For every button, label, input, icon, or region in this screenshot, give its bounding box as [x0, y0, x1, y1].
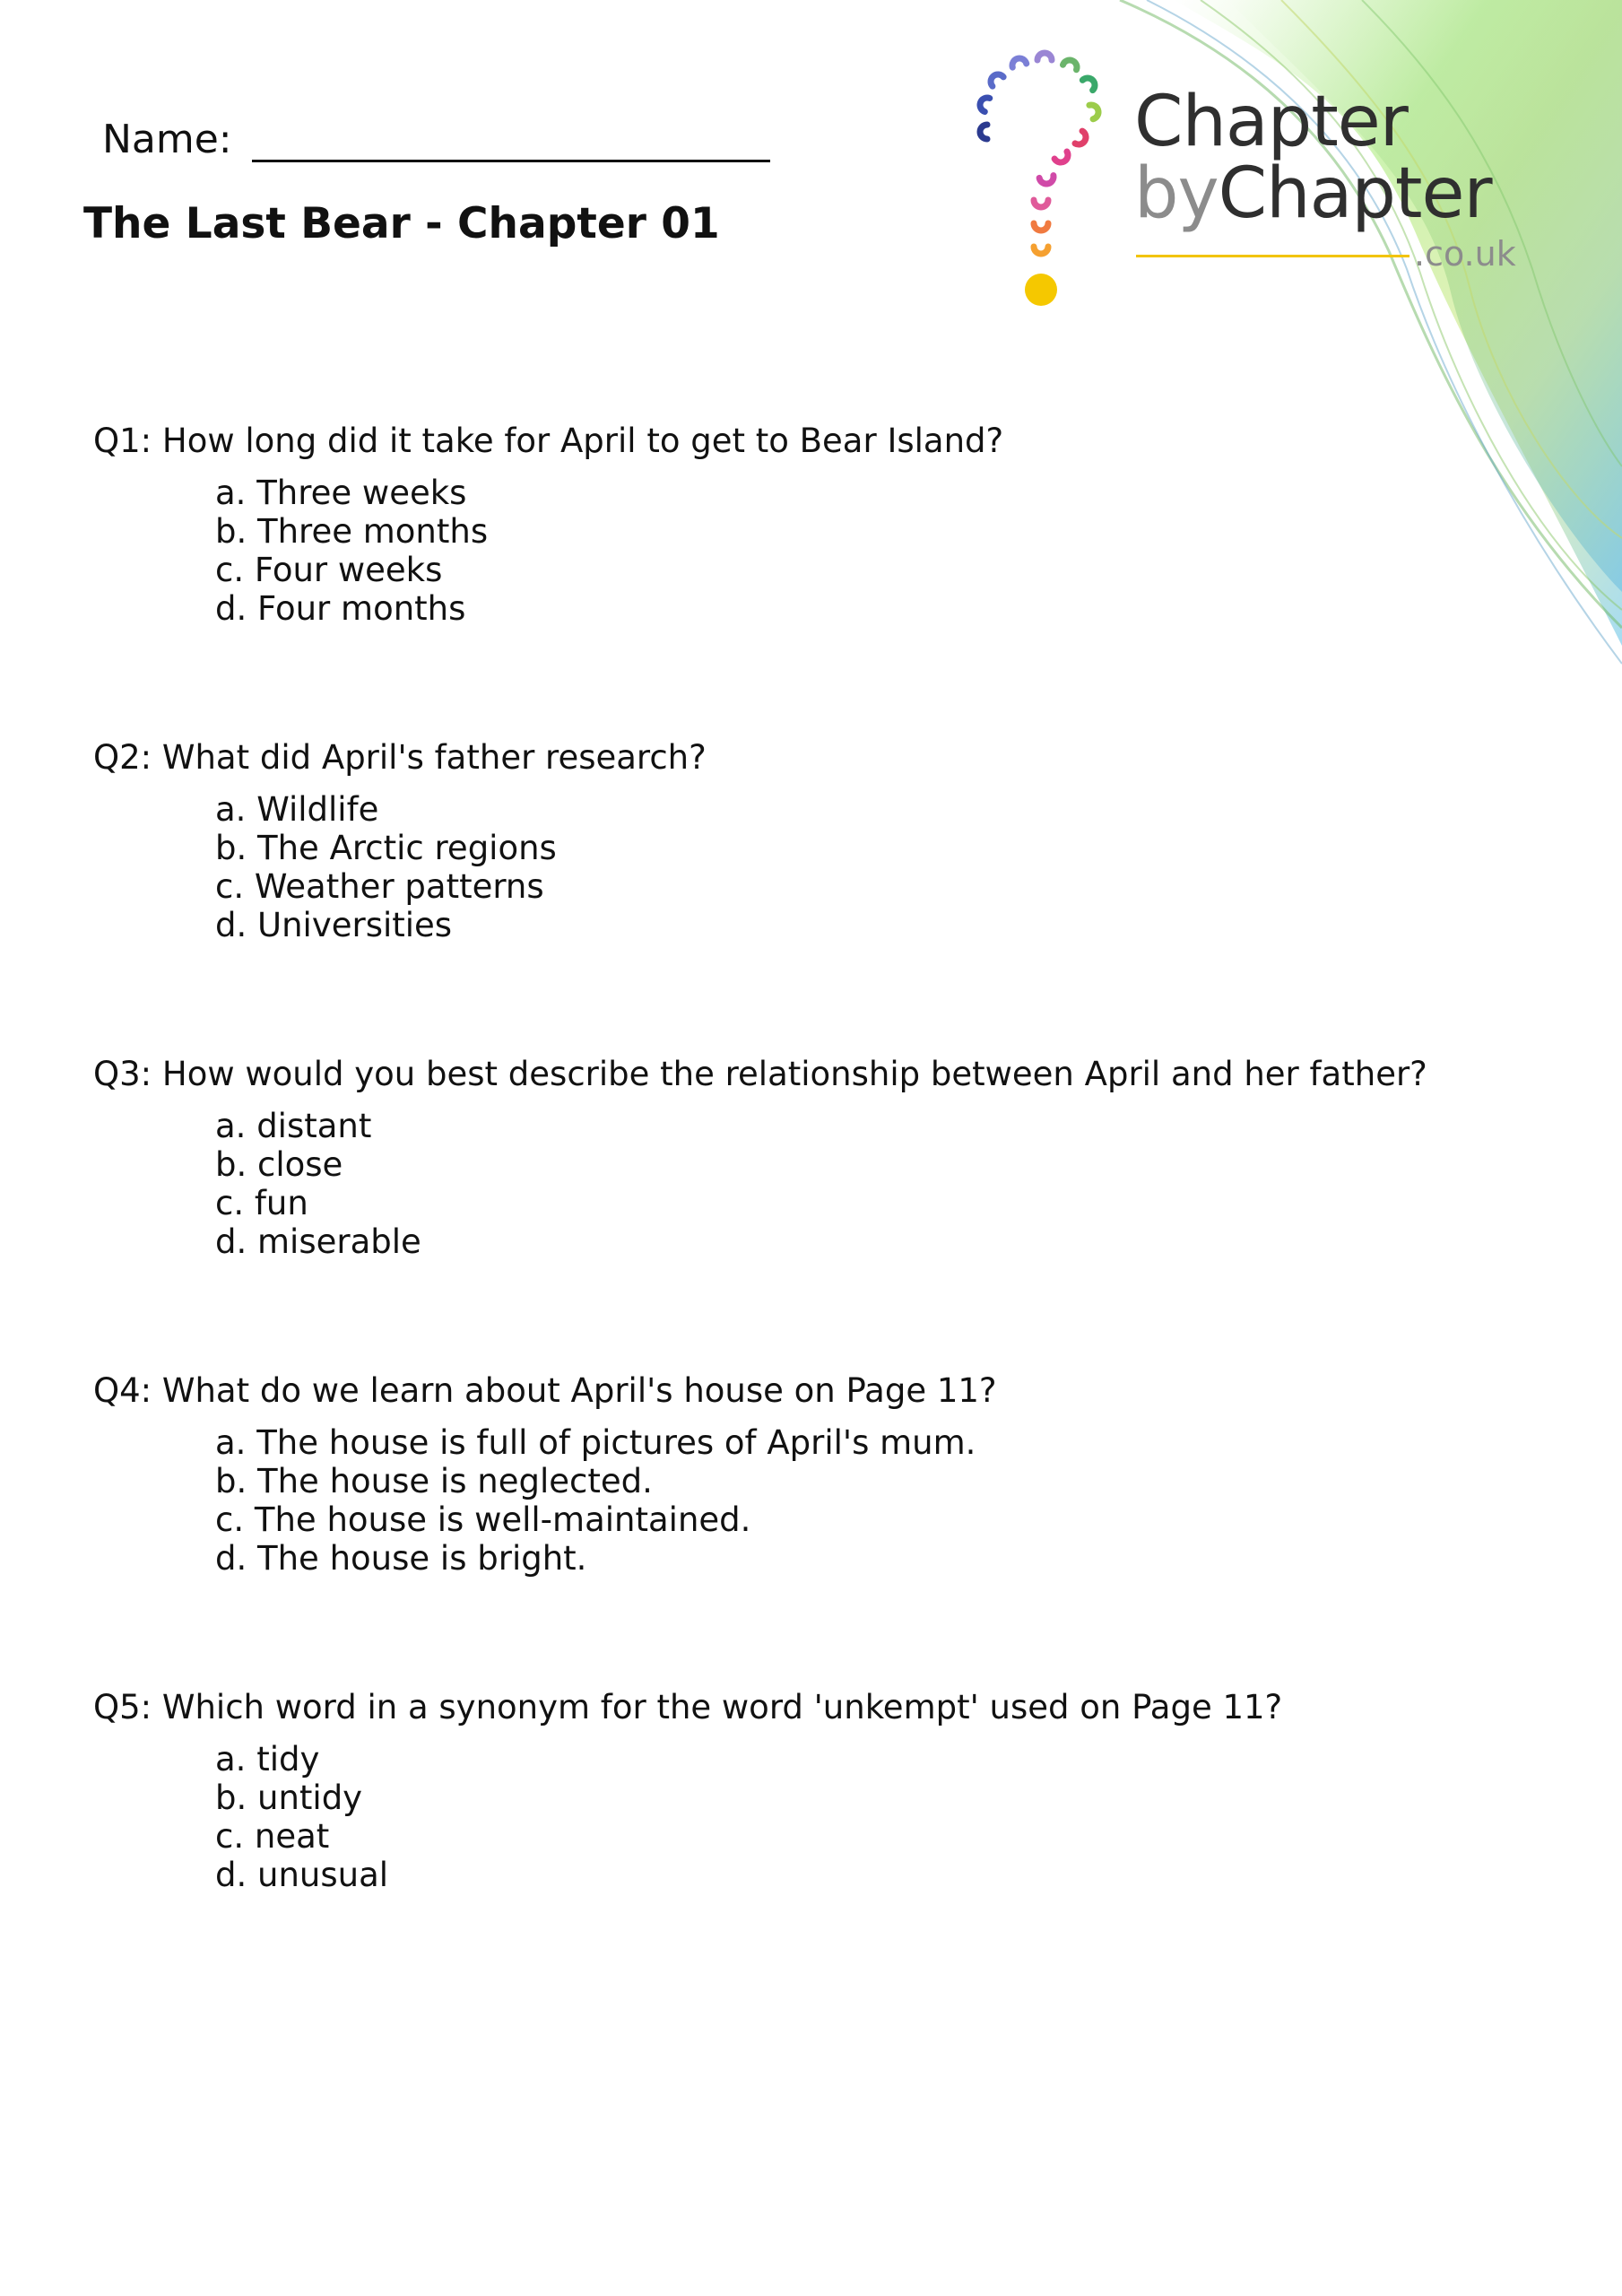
option-item[interactable]: b. Three months [215, 512, 489, 551]
logo-word-chapter: Chapter [1218, 153, 1492, 234]
option-item[interactable]: d. miserable [215, 1222, 421, 1261]
option-item[interactable]: d. Four months [215, 589, 466, 628]
option-item[interactable]: a. Wildlife [215, 790, 379, 829]
option-item[interactable]: b. untidy [215, 1779, 363, 1817]
option-item[interactable]: d. unusual [215, 1856, 389, 1894]
option-list [215, 790, 1438, 944]
option-list [215, 1107, 1438, 1261]
question-block [93, 414, 1438, 731]
logo-domain: .co.uk [1414, 234, 1516, 274]
question-block [93, 731, 1438, 1048]
option-list [215, 1423, 1438, 1578]
option-item[interactable]: b. The house is neglected. [215, 1462, 653, 1500]
name-input-line[interactable] [252, 115, 770, 162]
option-item[interactable]: a. distant [215, 1107, 372, 1145]
question-text: Q3: How would you best describe the relationship between April and her father? [93, 1055, 1427, 1093]
option-item[interactable]: a. tidy [215, 1740, 320, 1779]
logo-word-by: by [1134, 153, 1219, 234]
option-item[interactable]: c. The house is well-maintained. [215, 1500, 751, 1539]
question-text: Q5: Which word in a synonym for the word 'unkempt' used on Page 11? [93, 1688, 1283, 1726]
option-item[interactable]: d. The house is bright. [215, 1539, 587, 1578]
option-item[interactable]: d. Universities [215, 906, 453, 944]
option-item[interactable]: a. The house is full of pictures of April's mum. [215, 1423, 976, 1462]
question-text: Q1: How long did it take for April to get to Bear Island? [93, 422, 1004, 460]
option-list [215, 1740, 1438, 1894]
question-mark-books-icon [964, 49, 1116, 309]
option-item[interactable]: c. Weather patterns [215, 867, 544, 906]
name-field-row [102, 115, 770, 162]
option-item[interactable]: b. The Arctic regions [215, 829, 557, 867]
question-text: Q4: What do we learn about April's house on Page 11? [93, 1371, 997, 1410]
option-item[interactable]: c. neat [215, 1817, 330, 1856]
question-block [93, 1681, 1438, 1997]
question-block [93, 1364, 1438, 1681]
logo-wordmark-line1: Chapter [1134, 82, 1408, 162]
worksheet-title: The Last Bear - Chapter 01 [83, 199, 720, 248]
option-item[interactable]: c. Four weeks [215, 551, 443, 589]
option-item[interactable]: c. fun [215, 1184, 308, 1222]
name-label: Name: [102, 117, 232, 162]
question-text: Q2: What did April's father research? [93, 738, 707, 777]
logo-underline [1136, 255, 1409, 257]
logo-wordmark-line2 [1134, 153, 1492, 234]
question-block [93, 1048, 1438, 1364]
option-item[interactable]: a. Three weeks [215, 474, 467, 512]
option-item[interactable]: b. close [215, 1145, 343, 1184]
option-list [215, 474, 1438, 628]
chapter-by-chapter-logo [964, 49, 1538, 318]
question-list [93, 414, 1438, 1997]
